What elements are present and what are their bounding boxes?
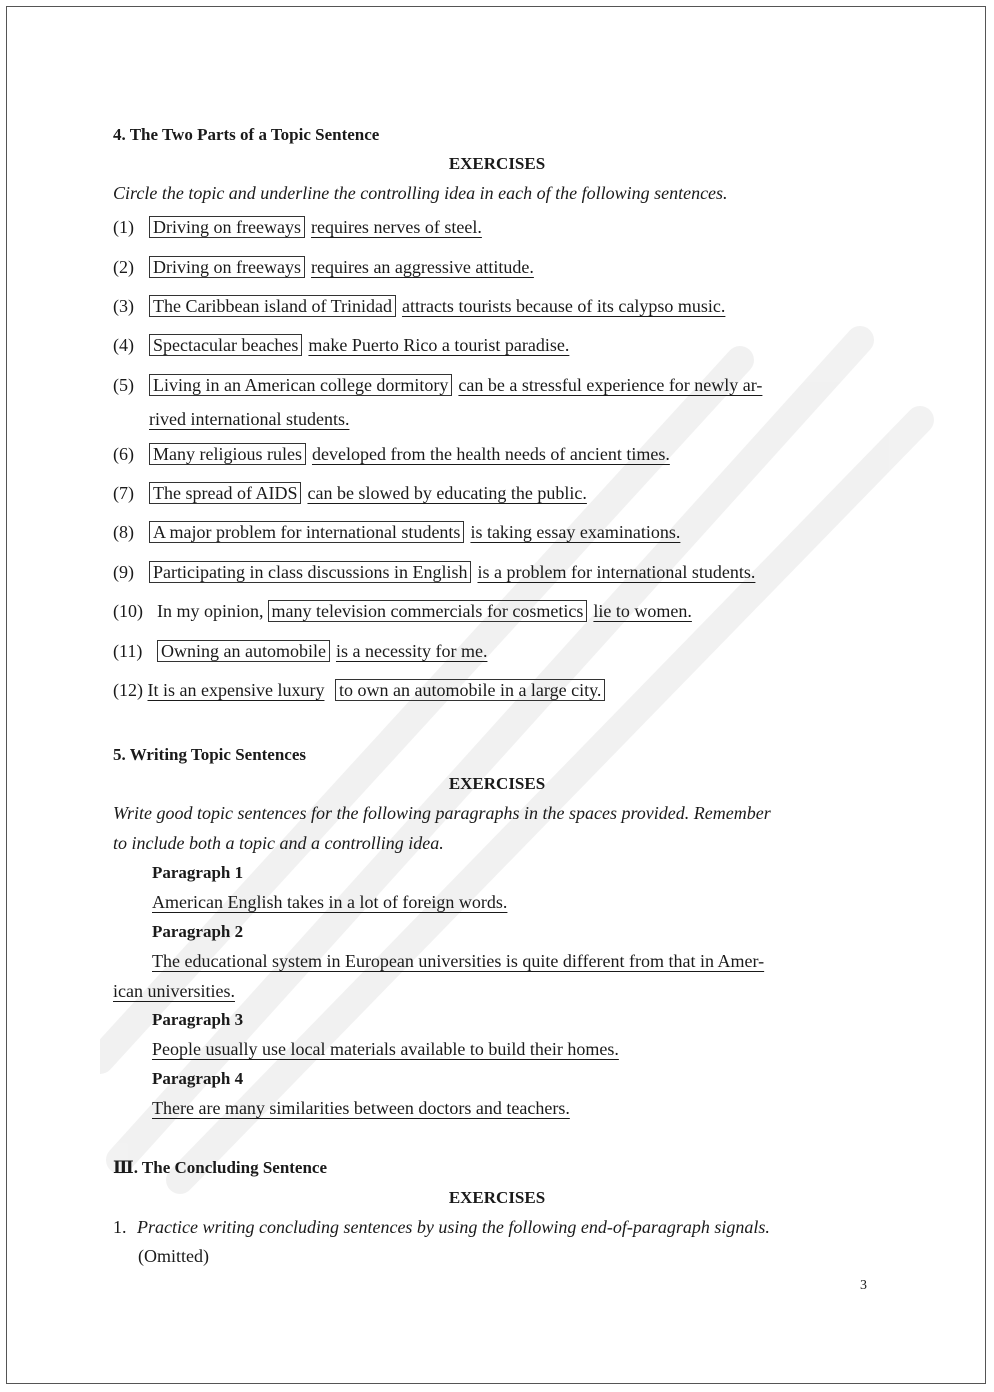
controlling-idea: attracts tourists because of its calypso music.: [401, 296, 726, 316]
item-number: (3): [113, 296, 134, 316]
topic-box: Spectacular beaches: [149, 334, 302, 356]
topic-box: many television commercials for cosmetics: [268, 600, 588, 622]
section-5-heading: 5. Writing Topic Sentences: [113, 745, 307, 764]
section-3-item-number: 1.: [113, 1217, 127, 1237]
controlling-idea: It is an expensive luxury: [147, 680, 325, 700]
paragraph-1-answer: American English takes in a lot of foreign words.: [152, 892, 508, 912]
paragraph-2-label: Paragraph 2: [152, 922, 244, 941]
exercise-item-9: [113, 562, 755, 583]
paragraph-1-label: Paragraph 1: [152, 863, 244, 882]
paragraph-2-answer-line-1: The educational system in European universities is quite different from that in Amer-: [152, 951, 765, 971]
section-4-instruction: Circle the topic and underline the controlling idea in each of the following sentences.: [113, 183, 728, 203]
item-number: (9): [113, 562, 134, 582]
paragraph-3-label: Paragraph 3: [152, 1010, 244, 1029]
paragraph-3-answer: People usually use local materials available to build their homes.: [152, 1039, 619, 1059]
controlling-idea: developed from the health needs of ancient times.: [311, 444, 670, 464]
section-3-omitted: (Omitted): [138, 1246, 209, 1266]
section-5-exercises-label: EXERCISES: [448, 774, 546, 793]
item-number: (1): [113, 217, 134, 237]
exercise-item-4: [113, 335, 569, 356]
item-prefix: In my opinion,: [157, 601, 264, 621]
item-number: (5): [113, 375, 134, 395]
item-number: (10): [113, 601, 143, 621]
controlling-idea: requires an aggressive attitude.: [310, 257, 534, 277]
topic-box: Many religious rules: [149, 443, 306, 465]
exercise-item-12: [113, 680, 611, 701]
item-number: (7): [113, 483, 134, 503]
section-5-instruction-line-1: Write good topic sentences for the following paragraphs in the spaces provided. Remember: [113, 803, 771, 823]
section-4-exercises-label: EXERCISES: [448, 154, 546, 173]
paragraph-2-answer-line-2: ican universities.: [113, 981, 235, 1001]
topic-box: The spread of AIDS: [149, 482, 301, 504]
exercise-item-5: [113, 375, 762, 396]
exercise-item-8: [113, 522, 680, 543]
exercise-item-1: [113, 217, 482, 238]
item-number: (8): [113, 522, 134, 542]
controlling-idea: requires nerves of steel.: [310, 217, 482, 237]
paragraph-4-answer: There are many similarities between doctors and teachers.: [152, 1098, 570, 1118]
section-4-heading: 4. The Two Parts of a Topic Sentence: [113, 125, 380, 144]
item-number: (4): [113, 335, 134, 355]
topic-box: Owning an automobile: [157, 640, 330, 662]
topic-box: Driving on freeways: [149, 256, 305, 278]
topic-box: to own an automobile in a large city.: [335, 679, 605, 701]
item-number: (11): [113, 641, 143, 661]
section-3-exercises-label: EXERCISES: [448, 1188, 546, 1207]
exercise-item-11: [113, 641, 487, 662]
controlling-idea: lie to women.: [593, 601, 692, 621]
item-number: (2): [113, 257, 134, 277]
section-3-item-text: Practice writing concluding sentences by using the following end-of-paragraph signals.: [137, 1217, 770, 1237]
exercise-item-3: [113, 296, 725, 317]
controlling-idea: can be a stressful experience for newly ar-: [458, 375, 763, 395]
exercise-item-7: [113, 483, 587, 504]
exercise-item-2: [113, 257, 534, 278]
controlling-idea: can be slowed by educating the public.: [307, 483, 587, 503]
controlling-idea: is taking essay examinations.: [470, 522, 681, 542]
item-number: (6): [113, 444, 134, 464]
topic-box: Living in an American college dormitory: [149, 374, 452, 396]
exercise-item-5-continuation: rived international students.: [149, 409, 350, 429]
exercise-item-10: [113, 601, 692, 622]
controlling-idea: is a necessity for me.: [335, 641, 488, 661]
topic-box: Driving on freeways: [149, 216, 305, 238]
section-3-item: [113, 1217, 770, 1238]
topic-box: The Caribbean island of Trinidad: [149, 295, 396, 317]
section-3-heading: Ⅲ. The Concluding Sentence: [113, 1158, 328, 1177]
topic-box: Participating in class discussions in English: [149, 561, 471, 583]
controlling-idea: is a problem for international students.: [477, 562, 756, 582]
paragraph-4-label: Paragraph 4: [152, 1069, 244, 1088]
section-5-instruction-line-2: to include both a topic and a controlling idea.: [113, 833, 444, 853]
page-number: 3: [860, 1278, 867, 1293]
topic-box: A major problem for international students: [149, 521, 464, 543]
item-number: (12): [113, 680, 143, 700]
controlling-idea: make Puerto Rico a tourist paradise.: [308, 335, 570, 355]
exercise-item-6: [113, 444, 670, 465]
